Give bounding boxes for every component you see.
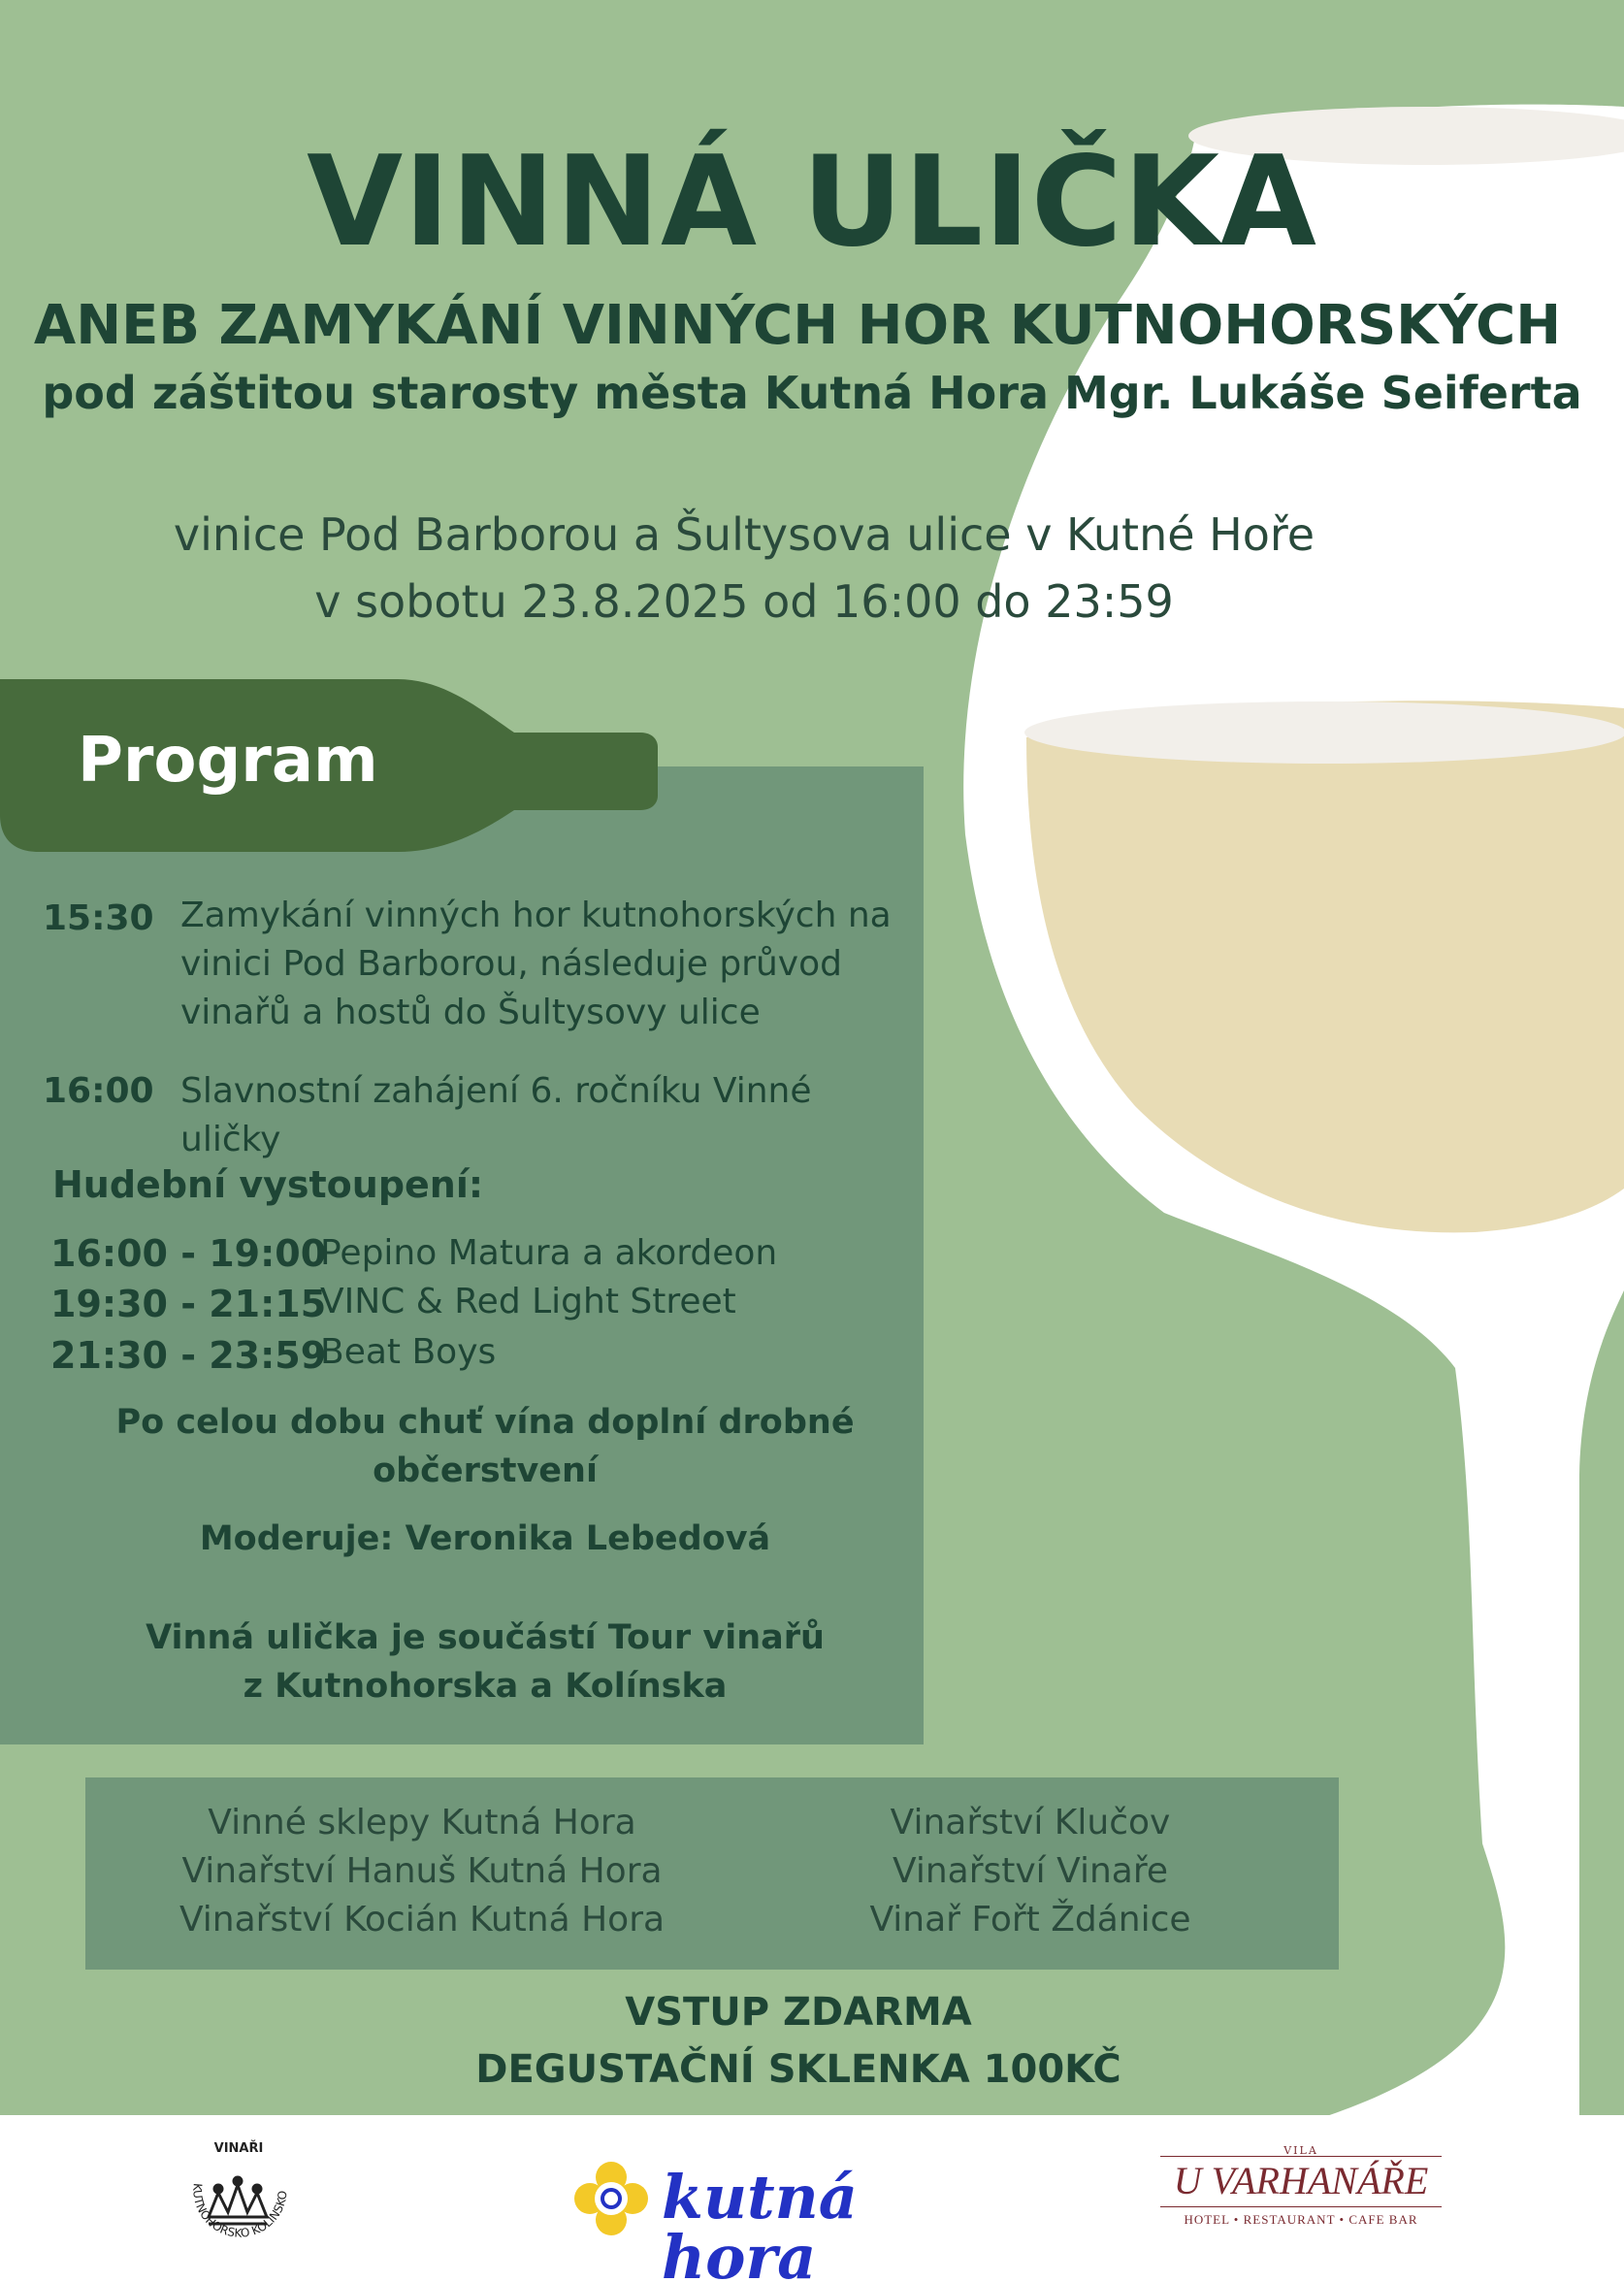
vila-divider <box>1160 2206 1442 2207</box>
kutna-hora-logo <box>574 2162 962 2282</box>
winery-name: Vinařství Kocián Kutná Hora <box>179 1900 666 1940</box>
music-time: 21:30 - 23:59 <box>50 1334 327 1377</box>
program-time: 15:30 <box>43 898 154 938</box>
moderator-line: Moderuje: Veronika Lebedová <box>199 1519 771 1558</box>
program-time: 16:00 <box>43 1071 154 1111</box>
event-title: VINNÁ ULIČKA <box>307 130 1317 275</box>
vinari-ring-path: KUTNOHORSKO KOLÍNSKO <box>190 2182 290 2240</box>
patronage-line: pod záštitou starosty města Kutná Hora Mgr. Lukáše Seiferta <box>42 367 1582 419</box>
program-heading: Program <box>78 725 378 797</box>
crown-icon <box>209 2177 267 2224</box>
winery-name: Vinař Fořt Ždánice <box>869 1900 1191 1940</box>
winery-name: Vinařství Vinaře <box>892 1851 1168 1891</box>
vinari-logo <box>165 2125 310 2270</box>
music-heading: Hudební vystoupení: <box>52 1163 484 1206</box>
music-time: 16:00 - 19:00 <box>50 1232 327 1275</box>
event-subtitle: ANEB ZAMYKÁNÍ VINNÝCH HOR KUTNOHORSKÝCH <box>33 294 1562 357</box>
program-description-line: Slavnostní zahájení 6. ročníku Vinné uličky <box>180 1071 812 1159</box>
music-act: VINC & Red Light Street <box>320 1282 736 1321</box>
vinari-top-text: VINAŘI <box>213 2141 264 2156</box>
vila-small-label: VILA <box>1283 2144 1318 2157</box>
wineries-right-list <box>836 1799 1224 1944</box>
venue-date-time: v sobotu 23.8.2025 od 16:00 do 23:59 <box>314 575 1174 628</box>
winery-name: Vinařství Hanuš Kutná Hora <box>181 1851 663 1891</box>
kutna-hora-emblem-icon <box>574 2162 648 2235</box>
music-time: 19:30 - 21:15 <box>50 1283 327 1325</box>
program-description-line: Zamykání vinných hor kutnohorských na <box>180 896 892 935</box>
refreshment-line: občerstvení <box>373 1451 598 1490</box>
program-description-line: vinici Pod Barborou, následuje průvod <box>180 944 842 984</box>
vila-subtitle: HOTEL • RESTAURANT • CAFE BAR <box>1184 2212 1418 2227</box>
vila-name: U VARHANÁŘE <box>1173 2159 1429 2202</box>
program-description <box>180 892 918 1037</box>
kutna-hora-wordmark: kutná hora <box>662 2162 858 2282</box>
music-act: Beat Boys <box>320 1332 497 1372</box>
venue-location: vinice Pod Barborou a Šultysova ulice v Kutné Hoře <box>173 508 1315 561</box>
vila-u-varhanare-logo <box>1160 2144 1442 2251</box>
refreshment-note <box>0 1398 970 1495</box>
footer-logos <box>0 2115 1624 2282</box>
program-description <box>180 1067 918 1164</box>
winery-name: Vinné sklepy Kutná Hora <box>208 1803 636 1842</box>
vinari-logo-graphic <box>165 2125 310 2270</box>
wineries-left-list <box>146 1799 698 1944</box>
program-description-line: vinařů a hostů do Šultysovy ulice <box>180 993 761 1032</box>
music-act: Pepino Matura a akordeon <box>320 1233 778 1273</box>
tour-note <box>0 1614 970 1711</box>
entry-glass-price: DEGUSTAČNÍ SKLENKA 100KČ <box>475 2047 1121 2092</box>
wine-surface <box>1024 701 1624 764</box>
winery-name: Vinařství Klučov <box>890 1803 1171 1842</box>
entry-free: VSTUP ZDARMA <box>625 1990 972 2035</box>
refreshment-line: Po celou dobu chuť vína doplní drobné <box>115 1403 855 1442</box>
tour-line: z Kutnohorska a Kolínska <box>243 1667 728 1706</box>
vila-divider <box>1160 2156 1442 2157</box>
tour-line: Vinná ulička je součástí Tour vinařů <box>146 1618 825 1657</box>
